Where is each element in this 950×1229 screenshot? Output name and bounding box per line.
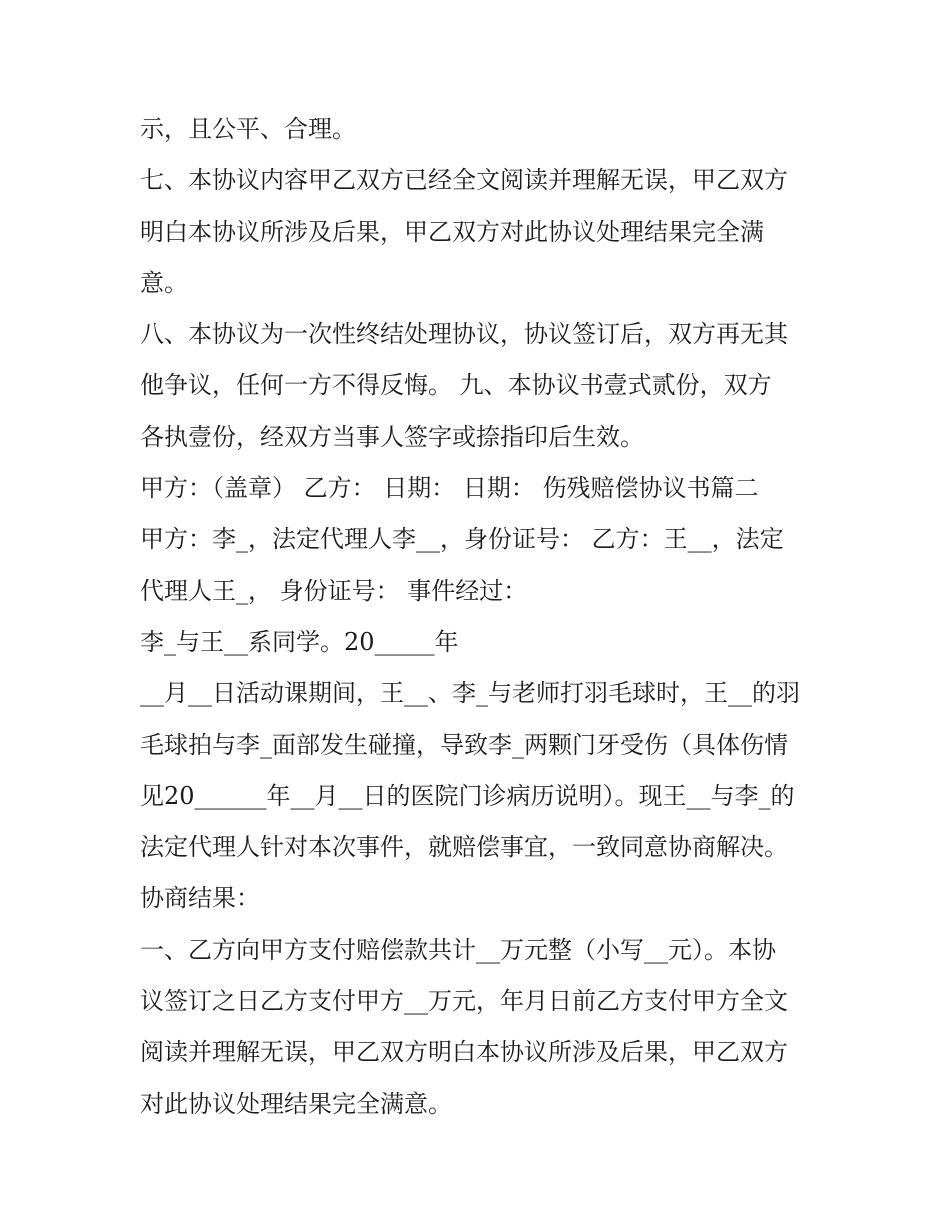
text-line: 法定代理人针对本次事件，就赔偿事宜，一致同意协商解决。 <box>140 833 788 862</box>
text-line: 八、本协议为一次性终结处理协议，协议签订后，双方再无其 <box>140 320 788 349</box>
text-line: 议签订之日乙方支付甲方__万元，年月日前乙方支付甲方全文 <box>140 987 788 1016</box>
text-line: 阅读并理解无误，甲乙双方明白本协议所涉及后果，甲乙双方 <box>140 1038 788 1067</box>
text-line: 他争议，任何一方不得反悔。 九、本协议书壹式贰份，双方 <box>140 371 772 400</box>
text-line: 对此协议处理结果完全满意。 <box>140 1089 452 1118</box>
text-line: 见20______年__月__日的医院门诊病历说明）。现王__与李_的 <box>140 781 795 810</box>
text-line: 一、乙方向甲方支付赔偿款共计__万元整（小写__元）。本协 <box>140 935 776 964</box>
text-line: 毛球拍与李_面部发生碰撞，导致李_两颗门牙受伤（具体伤情 <box>140 730 788 759</box>
text-line: 明白本协议所涉及后果，甲乙双方对此协议处理结果完全满 <box>140 217 764 246</box>
text-line: 示，且公平、合理。 <box>140 115 356 143</box>
text-line: 协商结果： <box>140 884 260 913</box>
text-line: 各执壹份，经双方当事人签字或捺指印后生效。 <box>140 422 644 451</box>
text-line: 甲方：李_，法定代理人李__，身份证号： 乙方：王__，法定 <box>140 525 784 554</box>
text-line: 甲方：（盖章） 乙方： 日期： 日期： 伤残赔偿协议书篇二 <box>140 474 759 503</box>
text-line: 代理人王_， 身份证号： 事件经过： <box>140 576 528 605</box>
text-line: 李_与王__系同学。20_____年 <box>140 627 459 656</box>
document-body <box>140 104 820 1130</box>
text-line: __月__日活动课期间，王__、李_与老师打羽毛球时，王__的羽 <box>140 679 800 708</box>
text-line: 意。 <box>140 268 188 297</box>
text-line: 七、本协议内容甲乙双方已经全文阅读并理解无误，甲乙双方 <box>140 166 788 195</box>
